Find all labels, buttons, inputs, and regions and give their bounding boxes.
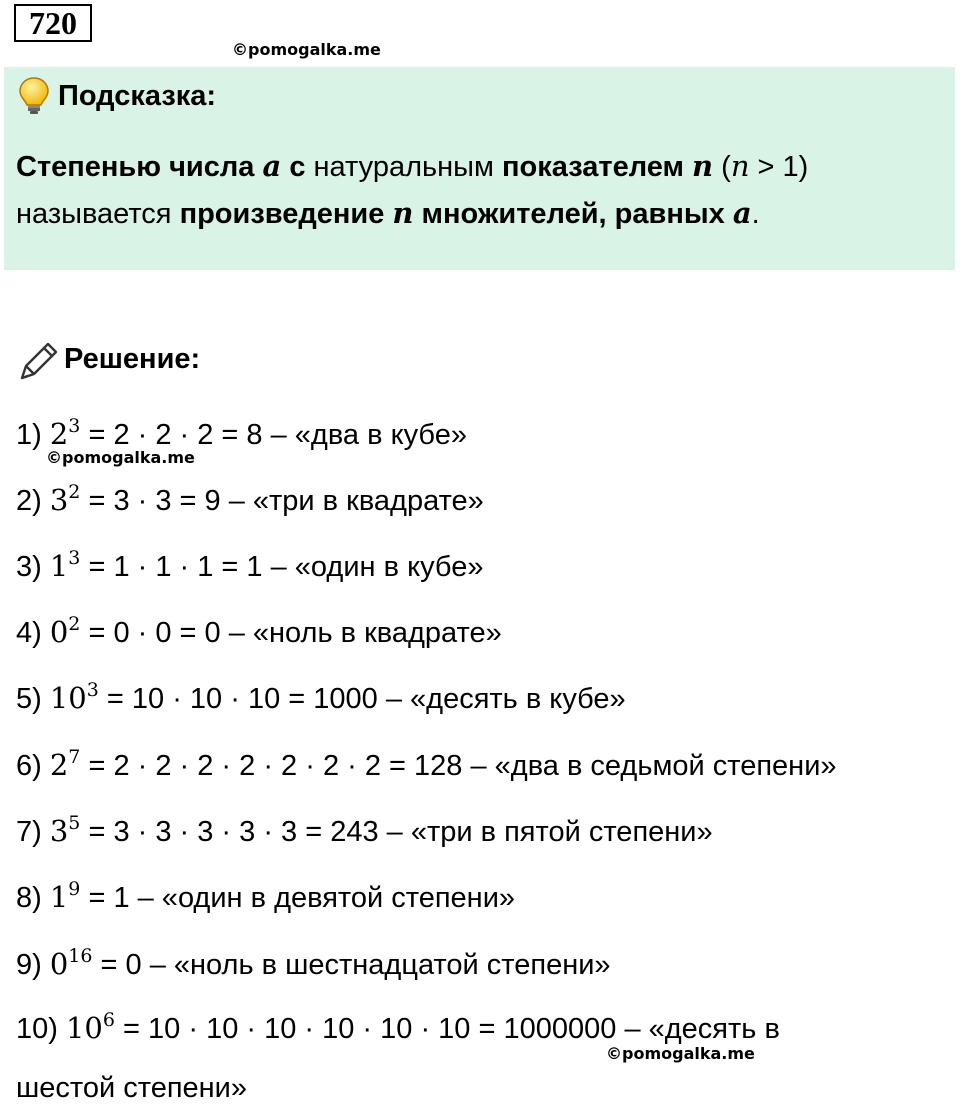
power-exponent: 16	[68, 945, 93, 967]
power-expression	[50, 947, 93, 981]
power-expression	[50, 417, 81, 451]
row-equation: = 1 – «один в девятой степени»	[80, 882, 516, 914]
row-label: 5)	[16, 683, 50, 715]
hint-text-2: с	[281, 151, 306, 183]
power-base: 1	[49, 880, 69, 914]
row-label: 9)	[16, 949, 50, 981]
hint-definition	[16, 143, 936, 237]
solution-row-10-continuation: шестой степени»	[16, 1072, 247, 1104]
power-expression	[50, 549, 81, 583]
solution-row	[16, 678, 626, 719]
hint-text-4: показателем	[501, 151, 692, 183]
hint-text-5: (	[713, 151, 731, 183]
row-label: 7)	[16, 816, 50, 848]
row-equation: = 3 · 3 · 3 · 3 · 3 = 243 – «три в пятой степени»	[80, 816, 713, 848]
power-exponent: 2	[68, 613, 81, 635]
power-base: 2	[49, 417, 69, 451]
math-a: a	[262, 149, 282, 183]
power-base: 2	[49, 748, 69, 782]
math-n-2: n	[730, 149, 750, 183]
watermark-middle: ©pomogalka.me	[46, 448, 195, 467]
power-base: 3	[49, 483, 69, 517]
solution-row	[16, 1008, 780, 1049]
power-expression	[50, 748, 81, 782]
math-n-3: n	[392, 196, 414, 230]
power-base: 3	[49, 814, 69, 848]
row-label: 3)	[16, 551, 50, 583]
power-base: 1	[49, 549, 69, 583]
hint-text-9: множителей, равных	[413, 198, 733, 230]
row-equation: = 10 · 10 · 10 · 10 · 10 · 10 = 1000000 – «десять в	[114, 1013, 780, 1045]
power-exponent: 2	[68, 481, 81, 503]
row-label: 1)	[16, 419, 50, 451]
solution-row	[16, 877, 515, 918]
row-equation: = 1 · 1 · 1 = 1 – «один в кубе»	[80, 551, 484, 583]
solution-row	[16, 811, 713, 852]
row-label: 2)	[16, 485, 50, 517]
power-base: 10	[65, 1011, 103, 1045]
pencil-icon	[16, 340, 60, 384]
row-label: 8)	[16, 882, 50, 914]
solution-row	[16, 944, 611, 985]
lightbulb-icon	[18, 76, 50, 116]
solution-row	[16, 612, 502, 653]
power-base: 0	[49, 615, 69, 649]
power-exponent: 3	[68, 415, 81, 437]
power-exponent: 6	[102, 1009, 115, 1031]
row-equation: = 0 – «ноль в шестнадцатой степени»	[92, 949, 611, 981]
hint-title: Подсказка:	[58, 80, 217, 112]
power-expression	[50, 814, 81, 848]
hint-text-6: > 1)	[749, 151, 809, 183]
row-label: 4)	[16, 617, 50, 649]
hint-text-10: .	[751, 198, 760, 230]
row-equation: = 10 · 10 · 10 = 1000 – «десять в кубе»	[98, 683, 626, 715]
solution-title: Решение:	[64, 343, 201, 375]
row-label: 10)	[16, 1013, 66, 1045]
row-equation: = 2 · 2 · 2 · 2 · 2 · 2 · 2 = 128 – «два в седьмой степени»	[80, 750, 837, 782]
math-n: n	[692, 149, 714, 183]
power-exponent: 3	[68, 547, 81, 569]
solution-row	[16, 546, 483, 587]
power-base: 10	[49, 681, 87, 715]
hint-text-8: произведение	[179, 198, 393, 230]
power-exponent: 9	[68, 878, 81, 900]
power-exponent: 7	[68, 746, 81, 768]
power-expression	[50, 615, 81, 649]
power-expression	[50, 880, 81, 914]
watermark-top: ©pomogalka.me	[232, 40, 381, 59]
power-expression	[50, 681, 99, 715]
row-equation: = 3 · 3 = 9 – «три в квадрате»	[80, 485, 484, 517]
watermark-bottom: ©pomogalka.me	[606, 1044, 755, 1063]
row-label: 6)	[16, 750, 50, 782]
power-expression	[66, 1011, 115, 1045]
row-equation: = 0 · 0 = 0 – «ноль в квадрате»	[80, 617, 502, 649]
power-exponent: 3	[86, 679, 99, 701]
hint-text-1: Степенью числа	[16, 151, 263, 183]
power-exponent: 5	[68, 812, 81, 834]
solution-row	[16, 745, 837, 786]
power-base: 0	[49, 947, 69, 981]
solution-row	[16, 480, 484, 521]
hint-text-3: натуральным	[305, 151, 502, 183]
row-equation: = 2 · 2 · 2 = 8 – «два в кубе»	[80, 419, 467, 451]
hint-text-7: называется	[16, 198, 180, 230]
power-expression	[50, 483, 81, 517]
task-number: 720	[14, 4, 92, 42]
math-a-2: a	[732, 196, 752, 230]
